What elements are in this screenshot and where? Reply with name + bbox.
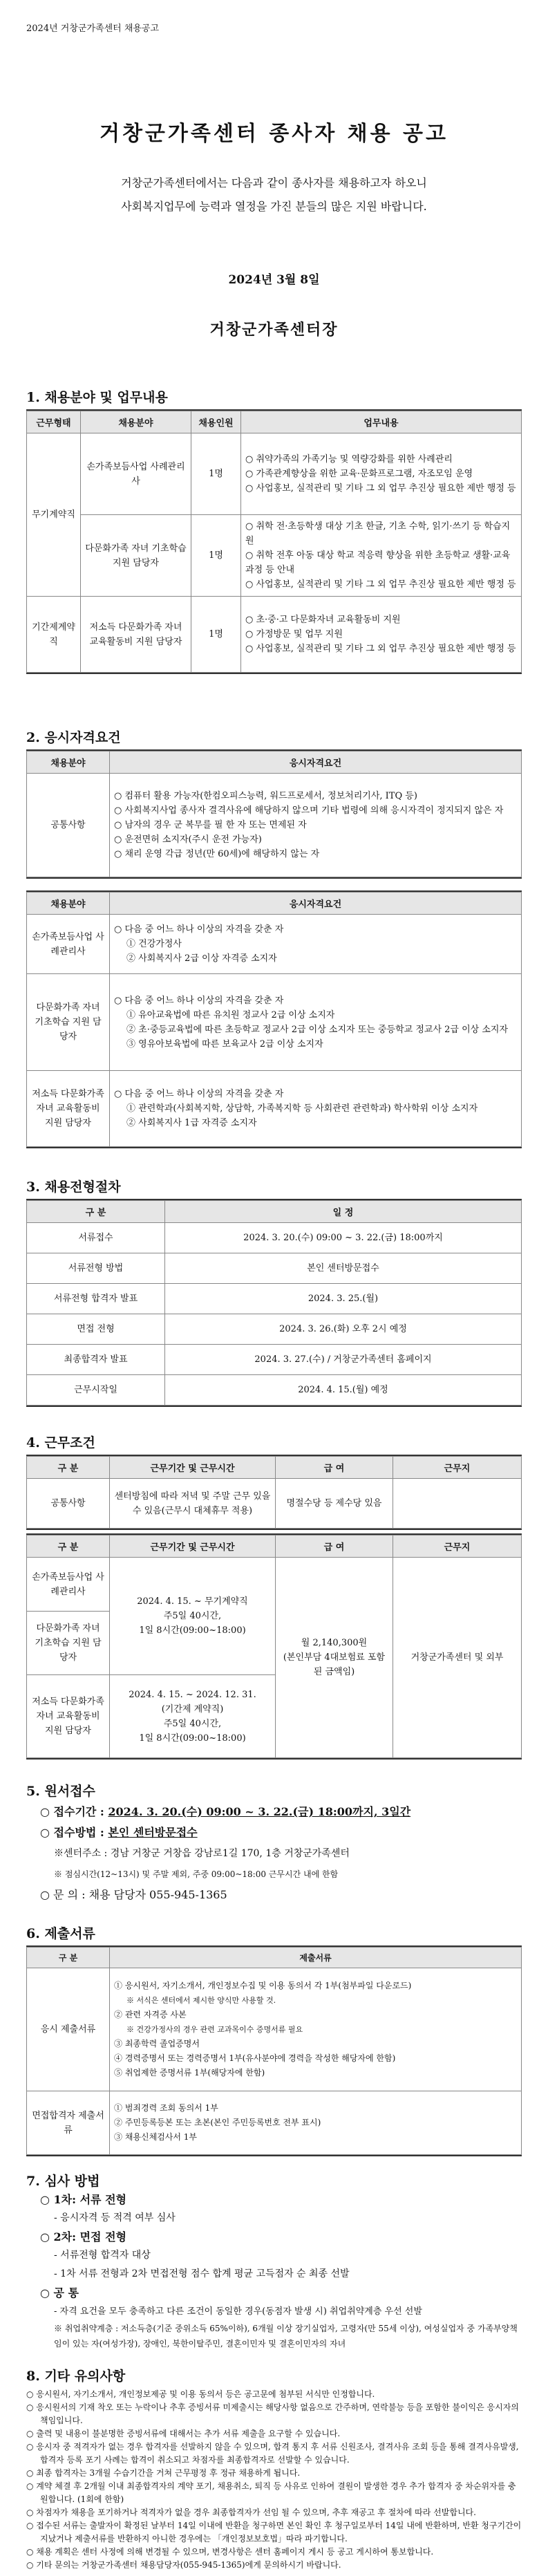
s4-header: 근무기간 및 근무시간 <box>110 1457 276 1479</box>
pay-line: 월 2,140,300원 <box>301 1638 368 1648</box>
s3-schedule: 본인 센터방문접수 <box>165 1253 522 1284</box>
section-1-table <box>26 409 522 674</box>
stage-2: ○ 2차: 면접 전형 <box>40 2230 126 2243</box>
s1-field: 손가족보듬사업 사례관리사 <box>81 433 191 515</box>
note-item: ○ 채용 계획은 센터 사정에 의해 변경될 수 있으며, 변경사항은 센터 홈페이지 게시 등 공고 게시하여 통보합니다. <box>26 2547 434 2557</box>
section-4-field-table <box>26 1533 522 1760</box>
intro-text <box>0 171 548 218</box>
time-line: 2024. 4. 15. ~ 무기계약직 <box>137 1596 248 1607</box>
req-item: ② 사회복지사 2급 이상 자격증 소지자 <box>126 953 277 964</box>
s1-duties <box>241 597 522 673</box>
section-3-title: 3. 채용전형절차 <box>26 1179 121 1195</box>
page-title: 거창군가족센터 종사자 채용 공고 <box>99 122 449 146</box>
section-7-body <box>26 2190 522 2351</box>
apply-period-label: ○ 접수기간 : <box>40 1805 108 1818</box>
s4-field-label: 저소득 다문화가족 자녀 교육활동비 지원 담당자 <box>27 1675 110 1758</box>
doc-item: ② 관련 자격증 사본 <box>114 2010 187 2019</box>
req-item: ○ 채리 운영 각급 정년(만 60세)에 해당하지 않는 자 <box>114 849 320 859</box>
section-5-body <box>26 1802 522 1905</box>
section-8-title: 8. 기타 유의사항 <box>26 2369 126 2384</box>
duty-item: ○ 가족관계향상을 위한 교육·문화프로그램, 자조모임 운영 <box>245 469 473 479</box>
note-item: ○ 응시원서의 기재 착오 또는 누락이나 추후 증빙서류 미제출시는 해당사항 없음으로 간주하며, 연락불능 등을 포함한 불이익은 응시자의 책임입니다. <box>26 2402 519 2425</box>
s1-header: 업무내용 <box>241 411 522 433</box>
apply-period-value: 2024. 3. 20.(수) 09:00 ~ 3. 22.(금) 18:00까지, 3일간 <box>108 1805 411 1818</box>
s2-header: 응시자격요건 <box>110 893 522 915</box>
apply-method <box>26 1822 522 1843</box>
doc-item: ※ 건강가정사의 경우 관련 교과목이수 증명서류 필요 <box>126 2025 303 2034</box>
pay-line: (본인부담 4대보험료 포함된 금액임) <box>283 1652 386 1677</box>
duty-item: ○ 취학 전후 아동 대상 학교 적응력 향상을 위한 초등학교 생활·교육 과정 등 안내 <box>245 550 511 575</box>
s4-header: 근무지 <box>393 1536 522 1558</box>
s2-field-reqs <box>110 1071 522 1147</box>
s2-header: 채용분야 <box>27 752 110 774</box>
s4-header: 근무기간 및 근무시간 <box>110 1536 276 1558</box>
doc-item: ③ 채용신체검사서 1부 <box>114 2132 198 2142</box>
req-item: ○ 남자의 경우 군 복무를 필 한 자 또는 면제된 자 <box>114 820 307 830</box>
s6-interview-label: 면접합격자 제출서류 <box>27 2091 110 2155</box>
s3-header: 일 정 <box>165 1201 522 1223</box>
s6-header: 제출서류 <box>110 1948 522 1968</box>
s3-schedule: 2024. 4. 15.(월) 예정 <box>165 1375 522 1406</box>
s6-applicant-label: 응시 제출서류 <box>27 1968 110 2091</box>
duty-item: ○ 가정방문 및 업무 지원 <box>245 629 343 640</box>
s3-step: 최종합격자 발표 <box>27 1345 165 1375</box>
duty-item: ○ 사업홍보, 실적관리 및 기타 그 외 업무 추진상 필요한 제반 행정 등 <box>245 644 516 654</box>
s4-field-label: 손가족보듬사업 사례관리사 <box>27 1558 110 1612</box>
s4-field-place: 거창군가족센터 및 외부 <box>393 1558 522 1758</box>
common-rule: ○ 공 통 <box>40 2286 79 2299</box>
s3-step: 근무시작일 <box>27 1375 165 1406</box>
note-item: ○ 출력 및 내용이 불분명한 증빙서류에 대해서는 추가 서류 제출을 요구할 수 있습니다. <box>26 2429 341 2438</box>
req-item: ○ 다음 중 어느 하나 이상의 자격을 갖춘 자 <box>114 924 284 935</box>
section-6-table <box>26 1945 522 2156</box>
inquiry: ○ 문 의 : 채용 담당자 055-945-1365 <box>40 1888 227 1901</box>
req-item: ○ 운전면허 소지자(주시 운전 가능자) <box>114 834 262 845</box>
s3-schedule: 2024. 3. 26.(화) 오후 2시 예정 <box>165 1314 522 1345</box>
note-item: ○ 기타 문의는 거창군가족센터 채용담당자(055-945-1365)에게 문의하시기 바랍니다. <box>26 2560 341 2570</box>
s4-header: 급 여 <box>276 1536 393 1558</box>
common-rule-detail: - 자격 요건을 모두 충족하고 다른 조건이 동일한 경우(동점자 발생 시) 취업취약계층 우선 선발 <box>54 2306 422 2317</box>
s2-common-reqs <box>110 774 522 877</box>
s2-field-label: 저소득 다문화가족 자녀 교육활동비 지원 담당자 <box>27 1071 110 1147</box>
s3-step: 서류전형 합격자 발표 <box>27 1284 165 1314</box>
section-4-title: 4. 근무조건 <box>26 1435 95 1450</box>
req-item: ① 관련학과(사회복지학, 상담학, 가족복지학 등 사회관련 관련학과) 학사학위 이상 소지자 <box>126 1103 478 1114</box>
s1-count: 1명 <box>191 515 241 597</box>
note-item: ○ 계약 체결 후 2개월 이내 최종합격자의 계약 포기, 채용취소, 퇴직 등 사유로 인하여 결원이 발생한 경우 추가 합격자 중 차순위자를 충원합니다. (1회에 한함) <box>26 2481 516 2504</box>
s1-header: 채용인원 <box>191 411 241 433</box>
section-2-title: 2. 응시자격요건 <box>26 730 121 745</box>
stage-1: ○ 1차: 서류 전형 <box>40 2193 126 2206</box>
section-6-title: 6. 제출서류 <box>26 1926 95 1941</box>
s4-common-label: 공통사항 <box>27 1479 110 1529</box>
s2-field-label: 손가족보듬사업 사례관리사 <box>27 915 110 974</box>
s4-header: 구 분 <box>27 1536 110 1558</box>
intro-line-1: 거창군가족센터에서는 다음과 같이 종사자를 채용하고자 하오니 <box>121 176 427 189</box>
time-line: 2024. 4. 15. ~ 2024. 12. 31. <box>129 1689 256 1700</box>
section-2-field-table <box>26 890 522 1148</box>
apply-method-label: ○ 접수방법 : <box>40 1826 108 1839</box>
s6-header: 구 분 <box>27 1948 110 1968</box>
duty-item: ○ 사업홍보, 실적관리 및 기타 그 외 업무 추진상 필요한 제반 행정 등 <box>245 579 516 590</box>
s2-header: 응시자격요건 <box>110 752 522 774</box>
s4-common-time: 센터방침에 따라 저녁 및 주말 근무 있을 수 있음(근무시 대체휴무 적용) <box>110 1479 276 1529</box>
doc-item: ③ 최종학력 졸업증명서 <box>114 2039 200 2048</box>
req-item: ① 건강가정사 <box>126 939 182 949</box>
s3-schedule: 2024. 3. 25.(월) <box>165 1284 522 1314</box>
s1-header: 채용분야 <box>81 411 191 433</box>
req-item: ○ 다음 중 어느 하나 이상의 자격을 갖춘 자 <box>114 1089 284 1099</box>
s1-duties <box>241 515 522 597</box>
doc-item: ※ 서식은 센터에서 제시한 양식만 사용할 것. <box>126 1996 276 2005</box>
note-item: ○ 응시원서, 자기소개서, 개인정보제공 및 이용 동의서 등은 공고문에 첨부된 서식만 인정합니다. <box>26 2389 375 2399</box>
s1-type-fixed-term: 기간제계약직 <box>27 597 81 673</box>
time-line: 주5일 40시간, <box>163 1611 222 1621</box>
stage-1-detail: - 응시자격 등 적격 여부 심사 <box>54 2212 176 2223</box>
s4-field-time <box>110 1675 276 1758</box>
s1-header: 근무형태 <box>27 411 81 433</box>
s4-field-pay <box>276 1558 393 1758</box>
center-address: ※센터주소 : 경남 거창군 거창읍 강남로1길 170, 1층 거창군가족센터 <box>54 1848 350 1859</box>
duty-item: ○ 취약가족의 가족기능 및 역량강화를 위한 사례관리 <box>245 454 453 465</box>
s2-field-reqs <box>110 974 522 1071</box>
s3-schedule: 2024. 3. 27.(수) / 거창군가족센터 홈페이지 <box>165 1345 522 1375</box>
section-4-common-table <box>26 1455 522 1530</box>
apply-method-value: 본인 센터방문접수 <box>108 1826 198 1839</box>
time-line: (기간제 계약직) <box>161 1704 224 1715</box>
s4-common-place <box>393 1479 522 1529</box>
s2-field-label: 다문화가족 자녀 기초학습 지원 담당자 <box>27 974 110 1071</box>
req-item: ○ 컴퓨터 활용 가능자(한컴오피스능력, 워드프로세서, 정보처리기사, ITQ 등) <box>114 791 417 801</box>
note-item: ○ 차점자가 채용을 포기하거나 적격자가 없을 경우 최종합격자가 선임 될 수 있으며, 추후 재공고 후 절차에 따라 선발합니다. <box>26 2508 476 2517</box>
organization-name: 거창군가족센터장 <box>209 321 339 339</box>
doc-item: ④ 경력증명서 또는 경력증명서 1부(유사분야에 경력을 작성한 해당자에 한함) <box>114 2053 396 2063</box>
req-item: ○ 사회복지사업 종사자 결격사유에 해당하지 않으며 기타 법령에 의해 응시자격이 정지되지 않은 자 <box>114 805 504 816</box>
s3-step: 면접 전형 <box>27 1314 165 1345</box>
top-line: 2024년 거창군가족센터 채용공고 <box>26 24 160 34</box>
section-8-notes <box>26 2388 522 2572</box>
section-1-title: 1. 채용분야 및 업무내용 <box>26 390 168 405</box>
s1-type-permanent: 무기계약직 <box>27 433 81 597</box>
s4-common-pay: 명절수당 등 제수당 있음 <box>276 1479 393 1529</box>
apply-period <box>26 1802 522 1822</box>
s6-interview-docs <box>110 2091 522 2155</box>
req-item: ③ 영유아보육법에 따른 보육교사 2급 이상 소지자 <box>126 1038 323 1049</box>
note-item: ○ 최종 합격자는 3개월 수습기간을 거쳐 근무평정 후 정규 채용하게 됩니다. <box>26 2468 301 2478</box>
notice-date: 2024년 3월 8일 <box>228 273 320 287</box>
s3-step: 서류전형 방법 <box>27 1253 165 1284</box>
s4-header: 급 여 <box>276 1457 393 1479</box>
stage-2-detail: - 서류전형 합격자 대상 <box>54 2250 151 2261</box>
duty-item: ○ 초·중·고 다문화자녀 교육활동비 지원 <box>245 615 401 625</box>
req-item: ① 유아교육법에 따른 유치원 정교사 2급 이상 소지자 <box>126 1009 335 1020</box>
time-line: 1일 8시간(09:00~18:00) <box>139 1733 246 1744</box>
s3-step: 서류접수 <box>27 1223 165 1253</box>
s4-field-time <box>110 1558 276 1675</box>
doc-item: ② 주민등록등본 또는 초본(본인 주민등록번호 전부 표시) <box>114 2118 321 2127</box>
note-item: ○ 접수된 서류는 출발자이 확정된 날부터 14일 이내에 반환을 청구하면 본인 확인 후 청구일로부터 14일 내에 반환하며, 반환 청구기간이 지났거나 제출서류를 반환하지 아니한 경우에는 「개인정보보호법」따라 파기합니다. <box>26 2521 522 2544</box>
note-item: ○ 응시자 중 적격자가 없는 경우 합격자를 선발하지 않을 수 있으며, 합격 통지 후 서류 신원조사, 결격사유 조회 등을 통해 결격사유발생, 합격자 등록 포기 사례는 합격이 취소되고 차점자를 최종합격자로 선발할 수 있습니다. <box>26 2442 519 2465</box>
s1-duties <box>241 433 522 515</box>
doc-item: ⑤ 취업제한 증명서류 1부(해당자에 한함) <box>114 2068 265 2078</box>
intro-line-2: 사회복지업무에 능력과 열정을 가진 분들의 많은 지원 바랍니다. <box>121 200 427 213</box>
req-item: ② 사회복지사 1급 자격증 소지자 <box>126 1118 257 1128</box>
s1-field: 저소득 다문화가족 자녀 교육활동비 지원 담당자 <box>81 597 191 673</box>
time-line: 주5일 40시간, <box>163 1718 222 1729</box>
lunch-note: ※ 점심시간(12~13시) 및 주말 제외, 주중 09:00~18:00 근무시간 내에 한함 <box>54 1869 339 1879</box>
section-3-table <box>26 1199 522 1407</box>
s4-field-label: 다문화가족 자녀 기초학습 지원 담당자 <box>27 1612 110 1675</box>
time-line: 1일 8시간(09:00~18:00) <box>139 1625 246 1636</box>
s2-common-label: 공통사항 <box>27 774 110 877</box>
s1-count: 1명 <box>191 433 241 515</box>
duty-item: ○ 사업홍보, 실적관리 및 기타 그 외 업무 추진상 필요한 제반 행정 등 <box>245 483 516 494</box>
doc-item: ① 응시원서, 자기소개서, 개인정보수집 및 이용 동의서 각 1부(첨부파일 다운로드) <box>114 1981 412 1990</box>
s4-header: 구 분 <box>27 1457 110 1479</box>
req-item: ○ 다음 중 어느 하나 이상의 자격을 갖춘 자 <box>114 995 284 1006</box>
s1-count: 1명 <box>191 597 241 673</box>
vulnerable-groups-note: ※ 취업취약계층 : 저소득층(기준 중위소득 65%이하), 6개월 이상 장기실업자, 고령자(만 55세 이상), 여성실업자 중 가족부양책임이 있는 자(여성가장), 장애인, 북한이탈주민, 결혼이민자 및 결혼이민자의 자녀 <box>54 2324 518 2349</box>
s6-applicant-docs <box>110 1968 522 2091</box>
section-7-title: 7. 심사 방법 <box>26 2174 100 2189</box>
s2-field-reqs <box>110 915 522 974</box>
s1-field: 다문화가족 자녀 기초학습 지원 담당자 <box>81 515 191 597</box>
section-2-common-table <box>26 749 522 879</box>
doc-item: ① 범죄경력 조회 동의서 1부 <box>114 2103 218 2113</box>
req-item: ② 초·중등교육법에 따른 초등학교 정교사 2급 이상 소지자 또는 중등학교 정교사 2급 이상 소지자 <box>126 1024 509 1035</box>
s3-schedule: 2024. 3. 20.(수) 09:00 ~ 3. 22.(금) 18:00까지 <box>165 1223 522 1253</box>
duty-item: ○ 취학 전·초등학생 대상 기초 한글, 기초 수학, 읽기·쓰기 등 학습지원 <box>245 521 511 546</box>
s4-header: 근무지 <box>393 1457 522 1479</box>
stage-2-detail: - 1차 서류 전형과 2차 면접전형 점수 합계 평균 고득점자 순 최종 선발 <box>54 2268 350 2279</box>
s2-header: 채용분야 <box>27 893 110 915</box>
s3-header: 구 분 <box>27 1201 165 1223</box>
section-5-title: 5. 원서접수 <box>26 1784 95 1799</box>
